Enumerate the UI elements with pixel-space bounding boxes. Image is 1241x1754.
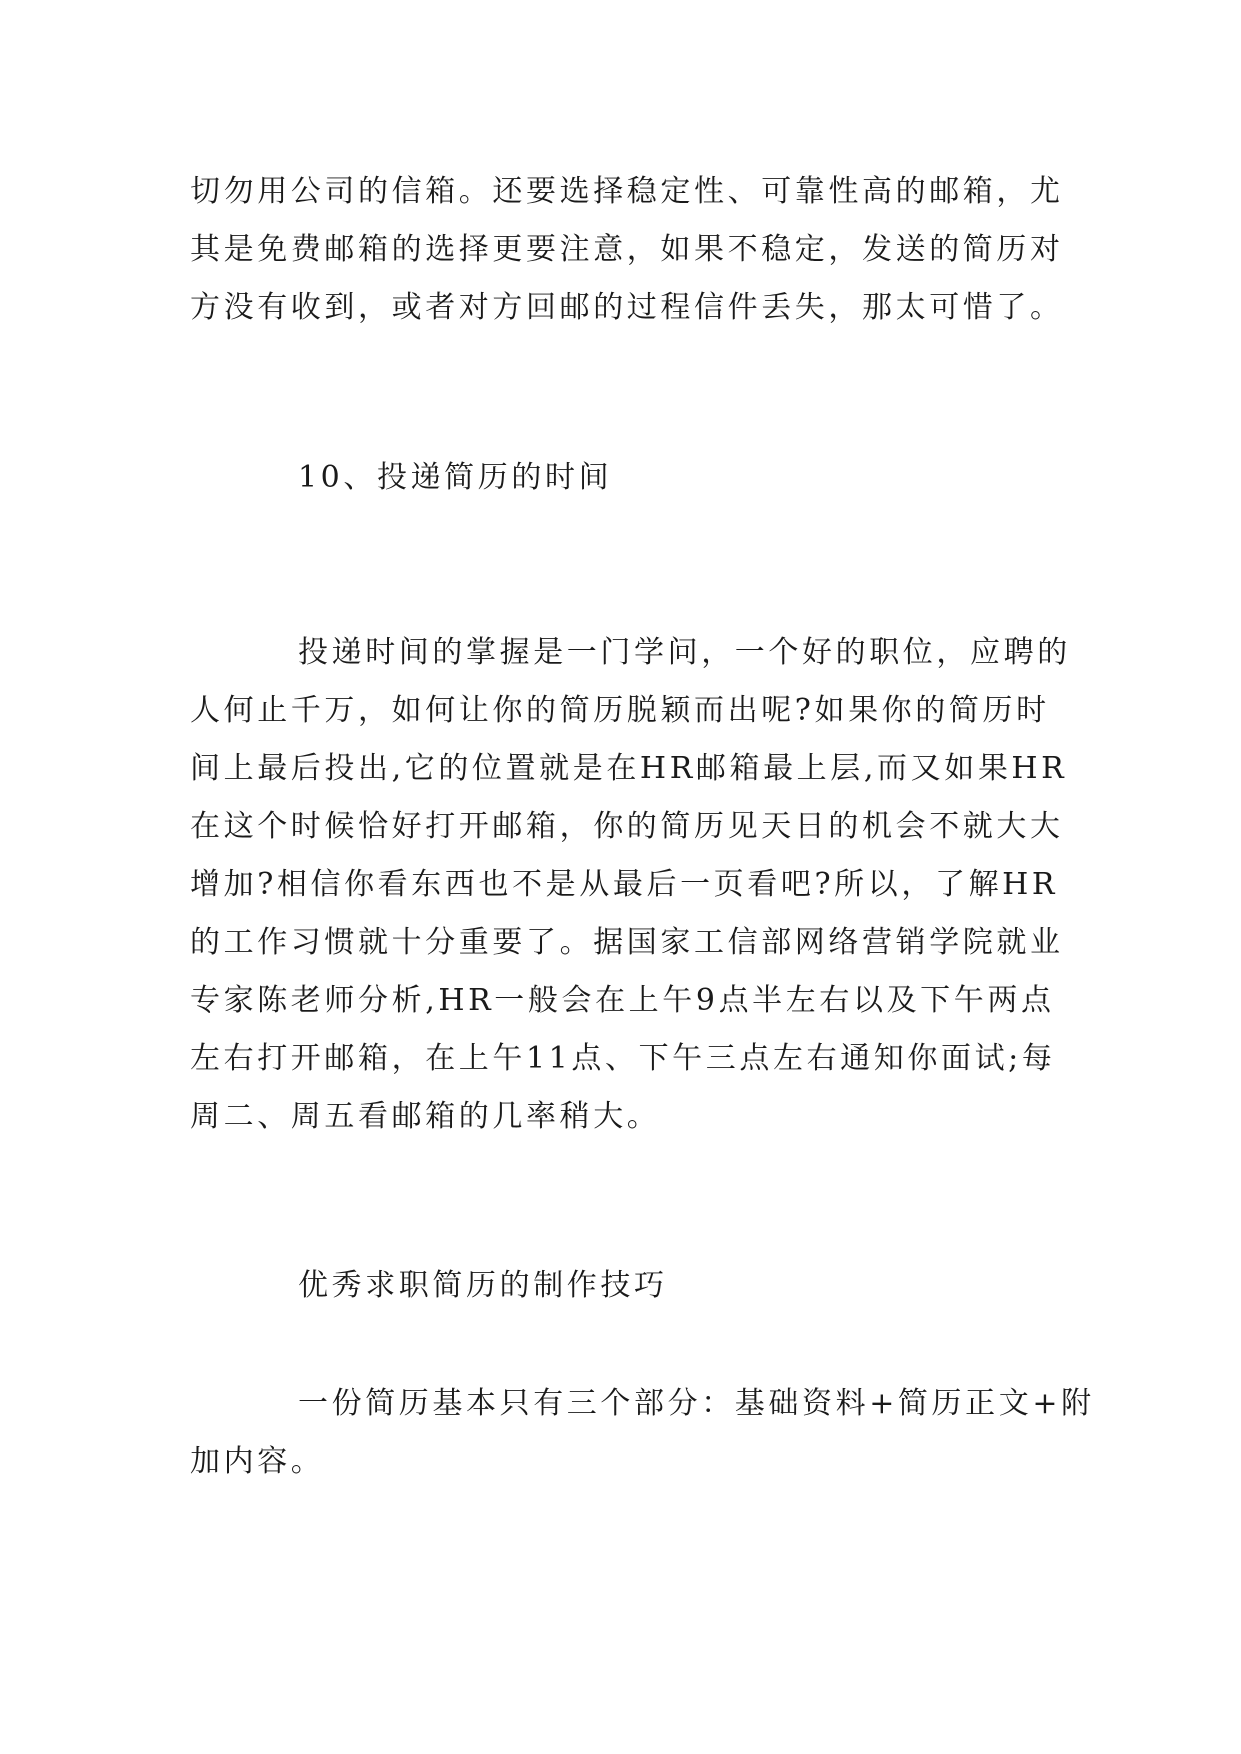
section-heading: 优秀求职简历的制作技巧 bbox=[298, 1268, 668, 1303]
paragraph-line: 专家陈老师分析,HR一般会在上午9点半左右以及下午两点 bbox=[190, 983, 1055, 1018]
paragraph-line: 左右打开邮箱，在上午11点、下午三点左右通知你面试;每 bbox=[190, 1041, 1056, 1076]
paragraph-line: 间上最后投出,它的位置就是在HR邮箱最上层,而又如果HR bbox=[190, 751, 1068, 786]
paragraph-line: 投递时间的掌握是一门学问，一个好的职位，应聘的 bbox=[298, 635, 1071, 670]
paragraph-line: 其是免费邮箱的选择更要注意，如果不稳定，发送的简历对 bbox=[190, 232, 1064, 267]
paragraph-line: 人何止千万，如何让你的简历脱颖而出呢?如果你的简历时 bbox=[190, 693, 1050, 728]
paragraph-line: 的工作习惯就十分重要了。据国家工信部网络营销学院就业 bbox=[190, 925, 1064, 960]
paragraph-line: 周二、周五看邮箱的几率稍大。 bbox=[190, 1099, 661, 1134]
paragraph-line: 切勿用公司的信箱。还要选择稳定性、可靠性高的邮箱，尤 bbox=[190, 174, 1064, 209]
paragraph-line: 在这个时候恰好打开邮箱，你的简历见天日的机会不就大大 bbox=[190, 809, 1064, 844]
paragraph-line: 方没有收到，或者对方回邮的过程信件丢失，那太可惜了。 bbox=[190, 290, 1064, 325]
paragraph-line: 增加?相信你看东西也不是从最后一页看吧?所以，了解HR bbox=[190, 867, 1059, 902]
paragraph-line: 一份简历基本只有三个部分：基础资料+简历正文+附 bbox=[298, 1386, 1095, 1421]
section-heading: 10、投递简历的时间 bbox=[298, 460, 613, 495]
paragraph-line: 加内容。 bbox=[190, 1444, 325, 1479]
